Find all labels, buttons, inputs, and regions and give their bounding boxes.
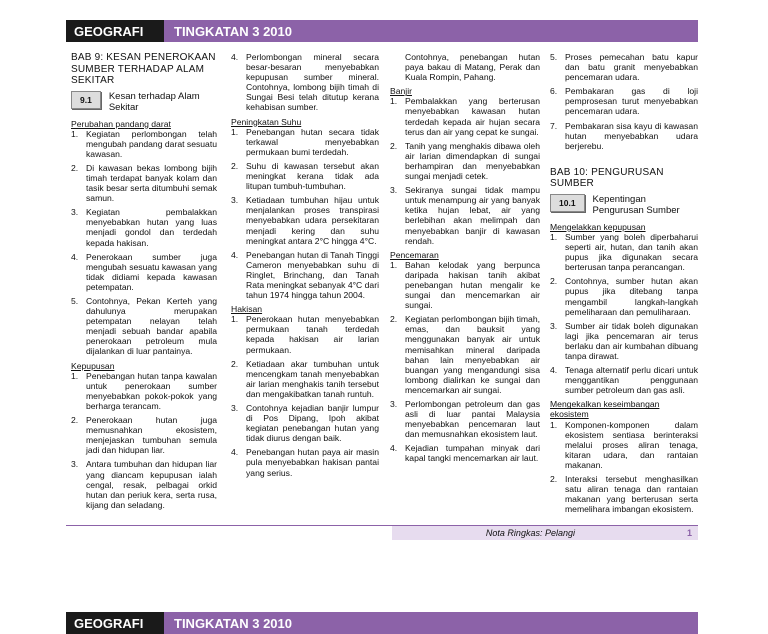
header-subject: GEOGRAFI — [66, 20, 164, 42]
numbered-list — [71, 371, 217, 510]
list-item — [390, 141, 540, 181]
item-number: 7. — [550, 120, 558, 131]
list-item — [71, 252, 217, 292]
section-heading: Perubahan pandang darat — [71, 118, 171, 129]
section-heading: Pencemaran — [390, 249, 439, 260]
numbered-list — [231, 127, 379, 301]
item-text: Pembakaran gas di loji pemprosesan turut menyebabkan pencemaran udara. — [565, 86, 698, 117]
header-subject: GEOGRAFI — [66, 612, 164, 634]
list-item — [231, 250, 379, 300]
item-text: Contohnya kejadian banjir lumpur di Pos Dipang, Ipoh akibat kegiatan penebangan hutan yang tidak diurus dengan baik. — [246, 403, 379, 444]
item-text: Contohnya, Pekan Kerteh yang dahulunya merupakan petempatan nelayan telah menjadi sebuah bandar apabila penerokaan petroleum mula dijalankan di luar pantainya. — [86, 296, 217, 357]
item-text: Penebangan hutan secara tidak terkawal menyebabkan permukaan bumi terdedah. — [246, 126, 379, 157]
next-page-header — [66, 612, 698, 634]
item-text: Penebangan hutan paya air masin pula menyebabkan hakisan pantai yang serius. — [246, 447, 379, 478]
header-level: TINGKATAN 3 2010 — [164, 20, 698, 42]
item-number: 3. — [231, 403, 239, 413]
list-item — [550, 121, 698, 151]
item-number: 1. — [390, 259, 398, 270]
item-number: 3. — [390, 399, 398, 409]
chapter-title-10: BAB 10: PENGURUSAN SUMBER — [550, 166, 664, 190]
numbered-list — [550, 420, 698, 515]
item-text: Kegiatan perlombongan bijih timah, emas, dan bauksit yang menggunakan banyak air untuk memisahkan mineral daripada bahan lain menyebabkan air buangan yang mengandungi sisa lombong dialirkan ke sungai dan mencemarkan air sungai. — [405, 314, 540, 395]
section-heading: Peningkatan Suhu — [231, 116, 302, 127]
item-number: 5. — [71, 296, 79, 306]
item-text: Penebangan hutan tanpa kawalan untuk penerokaan sumber menyebabkan pokok-pokok yang berharga terancam. — [86, 370, 217, 411]
item-number: 1. — [231, 126, 239, 137]
numbered-list — [71, 129, 217, 357]
list-item — [71, 296, 217, 357]
list-item — [231, 314, 379, 354]
item-text: Pembalakkan yang berterusan menyebabkan kawasan hutan terdedah kepada air hujan secara terus dan air yang cepat ke sungai. — [405, 96, 540, 137]
item-number: 4. — [231, 52, 239, 62]
continuation-text: Contohnya, penebangan hutan paya bakau di Matang, Perak dan Kuala Rompin, Pahang. — [405, 52, 540, 83]
page-number: 1 — [686, 528, 692, 538]
item-number: 2. — [231, 358, 239, 369]
item-text: Contohnya, sumber hutan akan pupus jika ditebang tanpa mengambil langkah-langkah pemeliharaan dan pemuliharaan. — [565, 276, 698, 317]
item-number: 2. — [550, 474, 558, 484]
list-item — [390, 96, 540, 136]
item-number: 4. — [550, 365, 558, 376]
item-number: 4. — [390, 443, 398, 454]
item-number: 4. — [71, 251, 79, 262]
item-number: 1. — [390, 96, 398, 107]
list-item — [550, 232, 698, 272]
footer-note: Nota Ringkas: Pelangi — [485, 528, 575, 538]
list-item — [231, 403, 379, 443]
item-number: 1. — [231, 314, 239, 325]
column-3 — [390, 52, 540, 468]
item-number: 3. — [71, 207, 79, 218]
section-heading: Hakisan — [231, 304, 263, 315]
numbered-list — [390, 260, 540, 464]
section-heading: Mengelakkan kepupusan — [550, 221, 646, 232]
list-item — [71, 207, 217, 247]
list-item — [231, 359, 379, 399]
list-item — [231, 447, 379, 477]
item-text: Suhu di kawasan tersebut akan meningkat kerana tidak ada litupan tumbuh-tumbuhan. — [246, 160, 379, 192]
list-item — [390, 314, 540, 395]
item-number: 2. — [71, 415, 79, 426]
item-text: Tanih yang menghakis dibawa oleh air larian dimendapkan di sungai berhampiran dan menyebabkan sungai menjadi cetek. — [405, 140, 540, 182]
item-number: 2. — [231, 160, 239, 171]
item-text: Sumber air tidak boleh digunakan lagi jika pencemaran air terus berlaku dan air kumbahan dibuang tanpa dirawat. — [565, 320, 698, 361]
item-text: Tenaga alternatif perlu dicari untuk menggantikan penggunaan sumber petroleum dan gas asli. — [565, 365, 698, 396]
item-number: 2. — [71, 162, 79, 173]
item-number: 2. — [390, 314, 398, 325]
item-text: Kejadian tumpahan minyak dari kapal tangki mencemarkan air laut. — [405, 443, 540, 464]
item-text: Antara tumbuhan dan hidupan liar yang diancam kepupusan ialah cengal, resak, pelbagai orkid hutan dan periuk kera, serta rusa, kijang dan seladang. — [86, 459, 217, 510]
list-item — [71, 459, 217, 509]
list-item — [550, 420, 698, 470]
item-text: Perlombongan petroleum dan gas asli di luar pantai Malaysia menyebabkan pencemaran laut dan memusnahkan ekosistem laut. — [405, 399, 540, 440]
header-level: TINGKATAN 3 2010 — [164, 612, 698, 634]
topic-title: Kesan terhadap Alam Sekitar — [108, 90, 200, 113]
list-item — [71, 415, 217, 455]
item-number: 3. — [71, 459, 79, 470]
numbered-list — [390, 96, 540, 245]
item-text: Ketiadaan akar tumbuhan untuk mencengkam tanah menyebabkan air larian menghakis tanih tersebut dan mengakibatkan tanah runtuh. — [246, 358, 379, 399]
item-number: 5. — [550, 52, 558, 62]
chapter-title-9: BAB 9: KESAN PENEROKAAN SUMBER TERHADAP ALAM SEKITAR — [71, 52, 216, 86]
list-item — [550, 52, 698, 82]
item-text: Proses pemecahan batu kapur dan batu granit menyebabkan pencemaran udara. — [565, 52, 698, 83]
item-text: Pembakaran sisa kayu di kawasan hutan menyebabkan udara berjerebu. — [565, 120, 698, 151]
item-number: 1. — [71, 128, 79, 139]
item-number: 4. — [231, 447, 239, 458]
item-text: Ketiadaan tumbuhan hijau untuk menjalankan proses transpirasi menyebabkan udara persekitaran menjadi kering dan suhu meningkat antara 2°C hingga 4°C. — [246, 195, 379, 246]
topic-number: 9.1 — [71, 91, 101, 109]
item-text: Di kawasan bekas lombong bijih timah terdapat banyak kolam dan tasik besar serta ditumbuhi semak samun. — [86, 162, 217, 204]
section-heading: Banjir — [390, 86, 412, 97]
item-number: 3. — [550, 320, 558, 331]
list-item — [71, 371, 217, 411]
item-text: Penerokaan hutan menyebabkan permukaan tanah terdedah kepada hakisan air larian permukaan. — [246, 314, 379, 355]
list-item — [390, 443, 540, 463]
item-text: Sekiranya sungai tidak mampu untuk menampung air yang banyak ketika hujan lebat, air yang berlebihan akan melimpah dan menyebabkan banjir di kawasan rendah. — [405, 185, 540, 246]
section-heading: Kepupusan — [71, 360, 115, 371]
item-number: 3. — [390, 185, 398, 196]
item-number: 1. — [550, 419, 558, 430]
list-item — [550, 276, 698, 316]
topic-number: 10.1 — [550, 194, 585, 212]
list-item — [71, 163, 217, 203]
list-item — [390, 185, 540, 246]
numbered-list — [550, 232, 698, 395]
item-text: Kegiatan perlombongan telah mengubah pandang darat sesuatu kawasan. — [86, 128, 217, 159]
item-number: 1. — [71, 370, 79, 381]
item-number: 2. — [550, 276, 558, 287]
list-item — [231, 195, 379, 245]
list-item — [550, 86, 698, 116]
page-footer — [392, 526, 698, 540]
item-number: 1. — [550, 231, 558, 242]
item-number: 2. — [390, 140, 398, 151]
item-text: Sumber yang boleh diperbaharui seperti air, hutan, dan tanih akan pupus jika digunakan secara berterusan tanpa perancangan. — [565, 231, 698, 273]
column-2 — [231, 52, 379, 482]
item-number: 4. — [231, 249, 239, 260]
item-text: Bahan kelodak yang berpunca daripada hakisan tanih akibat penebangan hutan mengalir ke sungai dan mencemarkan air sungai. — [405, 259, 540, 311]
item-text: Perlombongan mineral secara besar-besaran menyebabkan kepupusan sumber mineral. Contohnya, lombong bijih timah di Sungai Besi telah ditutup kerana kehabisan sumber. — [246, 52, 379, 113]
item-text: Interaksi tersebut menghasilkan satu aliran tenaga dan rantaian makanan yang berterusan serta memelihara imbangan ekosistem. — [565, 474, 698, 515]
list-item — [71, 129, 217, 159]
list-item — [550, 474, 698, 514]
list-item — [231, 161, 379, 191]
column-1 — [71, 52, 217, 514]
list-item — [390, 260, 540, 310]
item-number: 6. — [550, 86, 558, 97]
list-item — [550, 365, 698, 395]
item-text: Penebangan hutan di Tanah Tinggi Cameron menyebabkan suhu di Ringlet, Brinchang, dan Tanah Rata meningkat sebanyak 4°C dari tahun 1974 hingga tahun 2004. — [246, 249, 379, 301]
item-text: Kegiatan pembalakkan menyebabkan hutan yang luas menjadi gondol dan terdedah kepada hakisan. — [86, 207, 217, 248]
numbered-list — [231, 314, 379, 477]
item-text: Penerokaan hutan juga memusnahkan ekosistem, menjejaskan tumbuhan semula jadi dan hidupan liar. — [86, 415, 217, 456]
topic-title: Kepentingan Pengurusan Sumber — [592, 193, 680, 216]
section-heading: Mengekalkan keseimbangan ekosistem — [550, 399, 660, 420]
item-number: 3. — [231, 195, 239, 206]
topic-heading-9-1 — [71, 91, 217, 113]
column-4 — [550, 52, 698, 518]
list-item — [550, 321, 698, 361]
list-item — [390, 399, 540, 439]
page-header — [66, 20, 698, 42]
item-text: Komponen-komponen dalam ekosistem sentiasa berinteraksi melalui proses aliran tenaga, kitaran udara, dan rantaian makanan. — [565, 419, 698, 470]
list-item — [231, 52, 379, 113]
list-item — [231, 127, 379, 157]
topic-heading-10-1 — [550, 194, 698, 216]
item-text: Penerokaan sumber juga mengubah sesuatu kawasan yang tidak didiami kepada kawasan petempatan. — [86, 251, 217, 292]
